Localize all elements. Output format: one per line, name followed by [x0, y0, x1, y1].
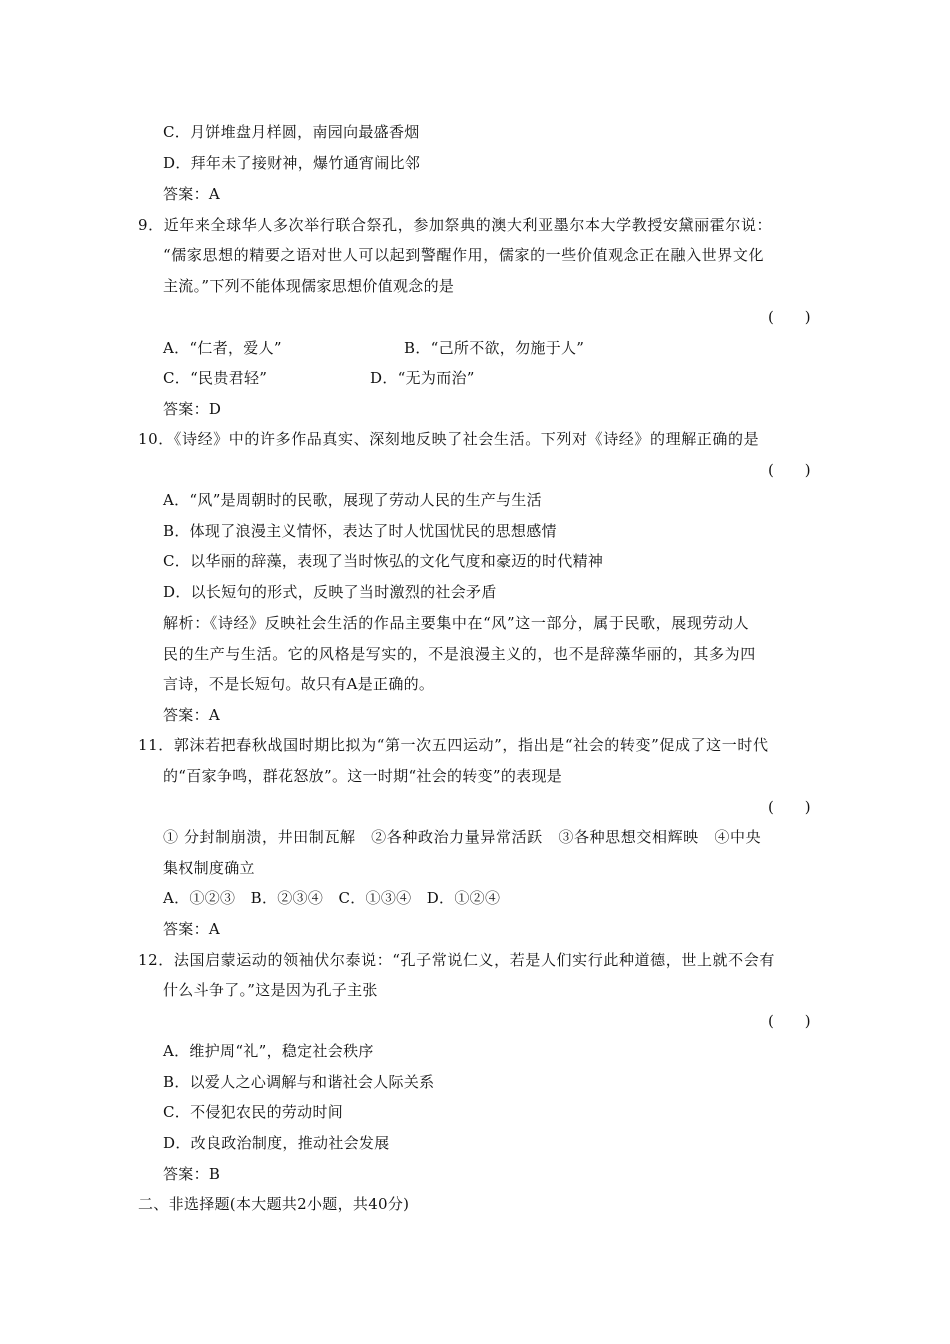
- q9-stem-line-2: “儒家思想的精要之语对世人可以起到警醒作用，儒家的一些价值观念正在融入世界文化: [163, 246, 765, 264]
- q9-answer-blank: ( ): [768, 308, 811, 326]
- q10-analysis-line-3: 言诗，不是长短句。故只有A是正确的。: [163, 675, 435, 693]
- q12-answer: 答案：B: [163, 1165, 221, 1183]
- q9-option-c: C．“民贵君轻”: [163, 369, 268, 387]
- q12-stem-line-1: 12．法国启蒙运动的领袖伏尔泰说：“孔子常说仁义，若是人们实行此种道德，世上就不会有: [138, 951, 775, 969]
- q10-option-d: D．以长短句的形式，反映了当时激烈的社会矛盾: [163, 583, 497, 601]
- q12-option-d: D．改良政治制度，推动社会发展: [163, 1134, 390, 1152]
- q9-option-d: D．“无为而治”: [370, 369, 475, 387]
- q10-option-b: B．体现了浪漫主义情怀，表达了时人忧国忧民的思想感情: [163, 522, 557, 540]
- q11-answer-blank: ( ): [768, 798, 811, 816]
- q11-stem-line-2: 的“百家争鸣，群花怒放”。这一时期“社会的转变”的表现是: [163, 767, 563, 785]
- q10-option-c: C．以华丽的辞藻，表现了当时恢弘的文化气度和豪迈的时代精神: [163, 552, 604, 570]
- q9-stem-line-1: 9．近年来全球华人多次举行联合祭孔，参加祭典的澳大利亚墨尔本大学教授安黛丽霍尔说：: [138, 216, 773, 234]
- q8-option-c: C．月饼堆盘月样圆，南园向最盛香烟: [163, 123, 420, 141]
- q10-answer: 答案：A: [163, 706, 221, 724]
- q9-answer: 答案：D: [163, 400, 222, 418]
- q10-option-a: A．“风”是周朝时的民歌，展现了劳动人民的生产与生活: [163, 491, 542, 509]
- q10-answer-blank: ( ): [768, 461, 811, 479]
- q8-answer: 答案：A: [163, 185, 221, 203]
- q10-stem-line-1: 10．《诗经》中的许多作品真实、深刻地反映了社会生活。下列对《诗经》的理解正确的是: [138, 430, 760, 448]
- q11-options: A．①②③ B．②③④ C．①③④ D．①②④: [163, 889, 501, 907]
- q12-stem-line-2: 什么斗争了。”这是因为孔子主张: [163, 981, 378, 999]
- q9-stem-line-3: 主流。”下列不能体现儒家思想价值观念的是: [163, 277, 455, 295]
- q11-answer: 答案：A: [163, 920, 221, 938]
- q10-analysis-line-1: 解析：《诗经》反映社会生活的作品主要集中在“风”这一部分，属于民歌，展现劳动人: [163, 614, 750, 632]
- q10-analysis-line-2: 民的生产与生活。它的风格是写实的，不是浪漫主义的，也不是辞藻华丽的，其多为四: [163, 645, 756, 663]
- q12-option-b: B．以爱人之心调解与和谐社会人际关系: [163, 1073, 435, 1091]
- q9-option-b: B．“己所不欲，勿施于人”: [404, 339, 585, 357]
- q11-items-line-2: 集权制度确立: [163, 859, 255, 877]
- q8-option-d: D．拜年未了接财神，爆竹通宵闹比邻: [163, 154, 421, 172]
- section-2-heading: 二、非选择题(本大题共2小题，共40分): [138, 1195, 410, 1213]
- q11-items-line-1: ① 分封制崩溃，井田制瓦解 ②各种政治力量异常活跃 ③各种思想交相辉映 ④中央: [163, 828, 762, 846]
- q11-stem-line-1: 11．郭沫若把春秋战国时期比拟为“第一次五四运动”，指出是“社会的转变”促成了这一时代: [138, 736, 769, 754]
- q12-answer-blank: ( ): [768, 1012, 811, 1030]
- q9-option-a: A．“仁者，爱人”: [163, 339, 282, 357]
- q12-option-a: A．维护周“礼”，稳定社会秩序: [163, 1042, 374, 1060]
- q12-option-c: C．不侵犯农民的劳动时间: [163, 1103, 344, 1121]
